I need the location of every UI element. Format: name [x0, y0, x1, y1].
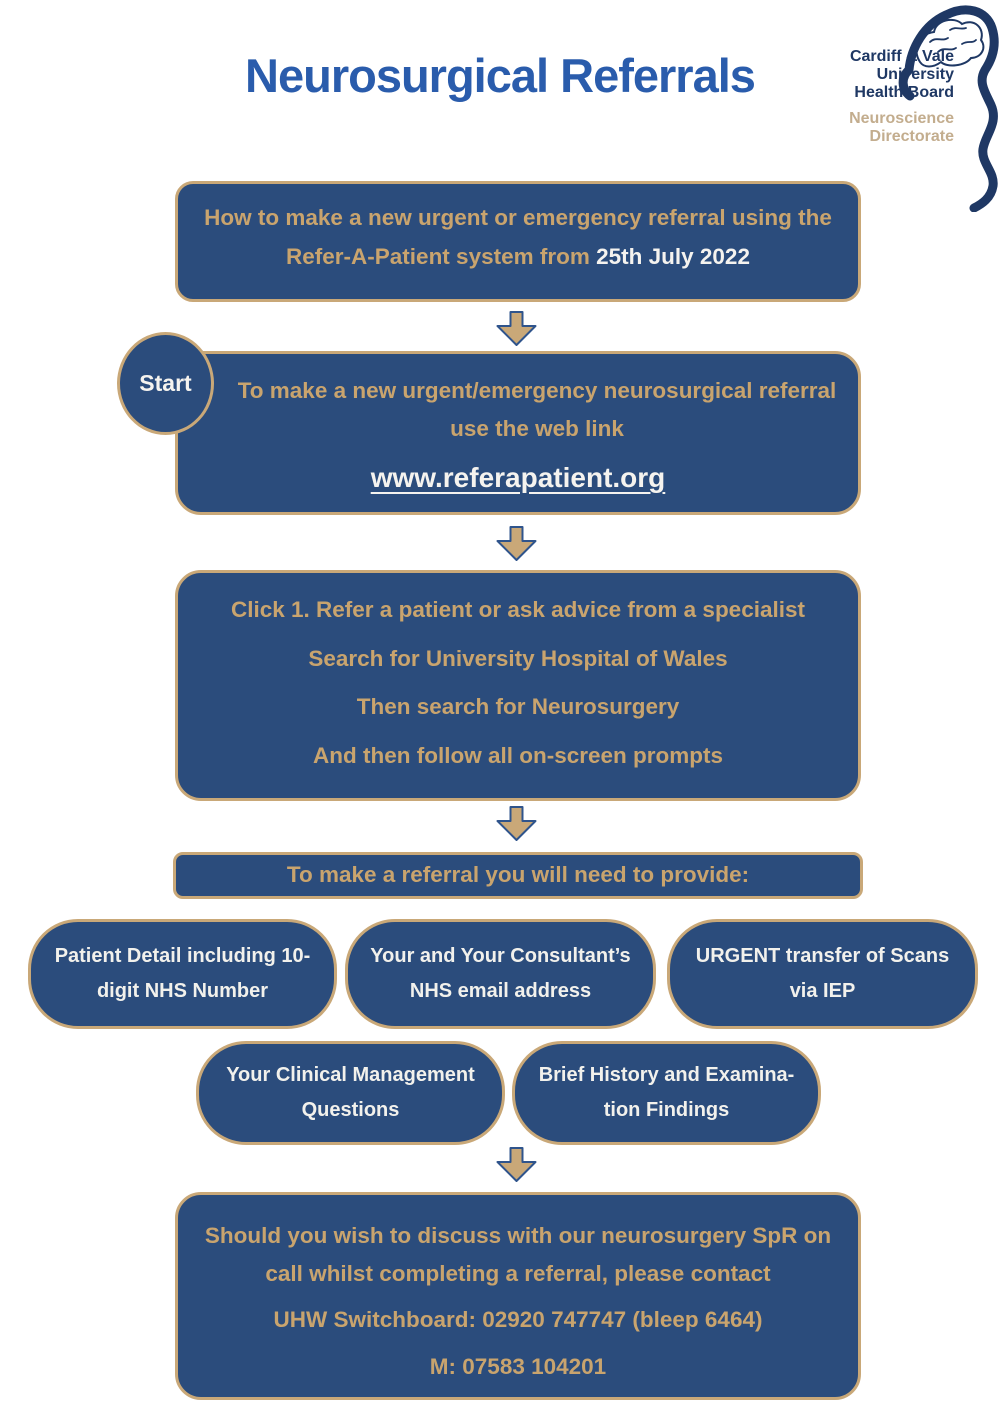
intro-line2-prefix: Refer-A-Patient system from — [286, 244, 597, 269]
contact-line2: call whilst completing a referral, please contact — [265, 1261, 771, 1286]
pill-line: tion Findings — [603, 1099, 730, 1121]
pill-line: Brief History and Examina- — [538, 1064, 795, 1086]
logo-text — [830, 48, 954, 146]
intro-date: 25th July 2022 — [596, 244, 750, 269]
pill-line: URGENT transfer of Scans — [695, 945, 950, 967]
down-arrow-icon — [494, 311, 539, 347]
contact-line1: Should you wish to discuss with our neurosurgery SpR on — [204, 1223, 832, 1248]
provide-bar: To make a referral you will need to provide: — [173, 852, 863, 899]
steps-line3: Then search for Neurosurgery — [356, 694, 680, 719]
logo-org-line: University — [876, 66, 954, 83]
pill-line: Questions — [301, 1099, 400, 1121]
down-arrow-icon — [494, 526, 539, 562]
pill-line: via IEP — [789, 980, 856, 1002]
referapatient-link[interactable]: www.referapatient.org — [370, 462, 666, 493]
weblink-box — [175, 351, 861, 515]
requirement-pill-management-questions — [196, 1041, 505, 1145]
logo-dept-line: Neuroscience — [849, 110, 954, 127]
pill-line: NHS email address — [409, 980, 592, 1002]
steps-line1: Click 1. Refer a patient or ask advice from a specialist — [230, 597, 805, 622]
intro-line1: How to make a new urgent or emergency referral using the — [204, 205, 832, 230]
start-label: Start — [139, 370, 192, 396]
intro-box — [175, 181, 861, 302]
start-node — [117, 332, 214, 435]
contact-mobile: M: 07583 104201 — [429, 1354, 607, 1379]
contact-switchboard: UHW Switchboard: 02920 747747 (bleep 6464) — [273, 1307, 763, 1332]
health-board-logo — [830, 0, 1000, 214]
weblink-line2: use the web link — [450, 416, 624, 441]
pill-line: Your and Your Consultant’s — [370, 945, 631, 967]
pill-line: Patient Detail including 10- — [54, 945, 311, 967]
logo-org-line: Cardiff & Vale — [849, 48, 954, 65]
requirement-pill-scans — [667, 919, 978, 1029]
requirement-pill-email — [345, 919, 656, 1029]
page-title: Neurosurgical Referrals — [245, 49, 755, 102]
intro-line2 — [178, 237, 858, 276]
pill-line: digit NHS Number — [96, 980, 269, 1002]
steps-line2: Search for University Hospital of Wales — [308, 645, 728, 671]
pill-line: Your Clinical Management — [226, 1064, 475, 1086]
contact-box — [175, 1192, 861, 1400]
steps-line4: And then follow all on-screen prompts — [312, 742, 724, 768]
logo-org-line: Health Board — [854, 84, 954, 101]
steps-box — [175, 570, 861, 801]
requirement-pill-nhs-number — [28, 919, 337, 1029]
logo-dept-line: Directorate — [869, 128, 954, 145]
weblink-line1: To make a new urgent/emergency neurosurgical referral — [237, 378, 837, 403]
down-arrow-icon — [494, 806, 539, 842]
requirement-pill-history-findings — [512, 1041, 821, 1145]
down-arrow-icon — [494, 1147, 539, 1183]
